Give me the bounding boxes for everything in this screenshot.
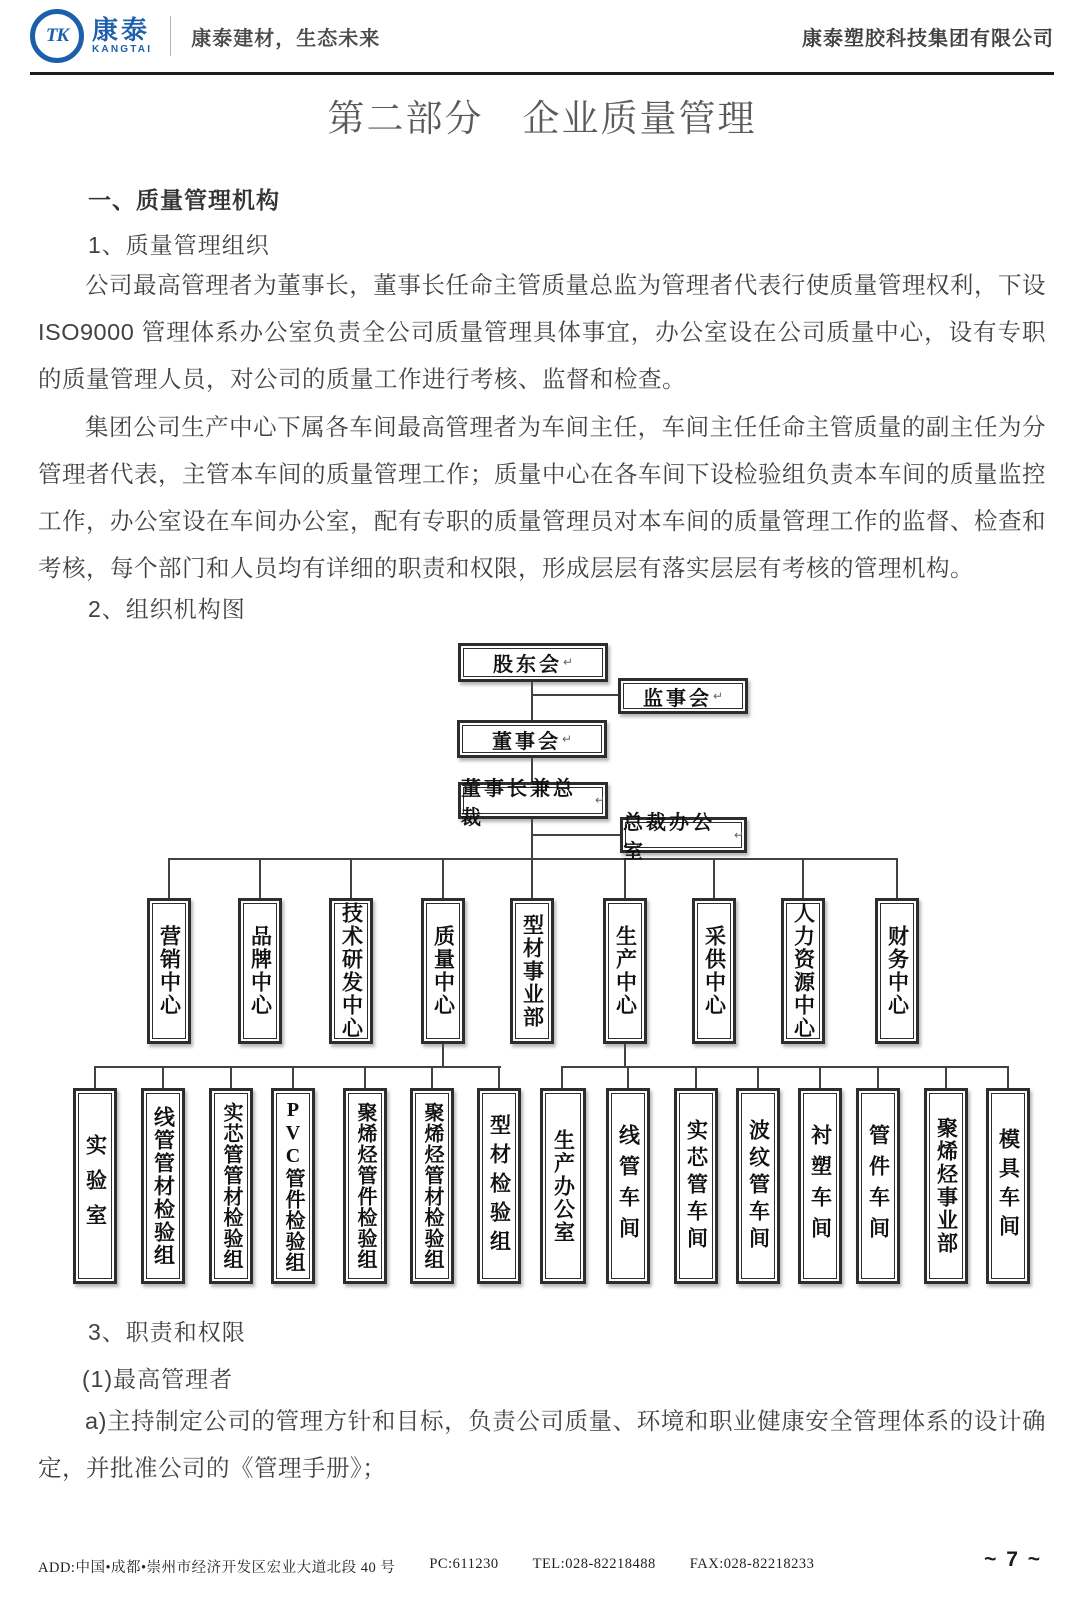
connector-line bbox=[896, 858, 898, 898]
subheading-duties: 3、职责和权限 bbox=[88, 1319, 246, 1345]
org-node-label: 波纹管车间 bbox=[746, 1118, 771, 1254]
org-node-label: 聚烯烃管件检验组 bbox=[354, 1102, 376, 1270]
subheading-top-management: (1)最高管理者 bbox=[82, 1366, 234, 1392]
logo-divider bbox=[170, 16, 171, 56]
org-node-label: 衬塑车间 bbox=[808, 1124, 833, 1248]
org-node-label: 股东会 bbox=[492, 654, 562, 676]
connector-line bbox=[431, 1066, 433, 1088]
connector-line bbox=[561, 1066, 563, 1088]
return-mark: ↵ bbox=[562, 655, 574, 669]
org-node-label: 董事会 bbox=[491, 730, 561, 753]
org-node-polyolefin-fitting-inspection bbox=[343, 1088, 387, 1284]
org-node-production-office bbox=[540, 1088, 586, 1284]
logo-name-cn: 康泰 bbox=[92, 15, 151, 45]
paragraph-1: 公司最高管理者为董事长，董事长任命主管质量总监为管理者代表行使质量管理权利，下设 ISO9000 管理体系办公室负责全公司质量管理具体事宜，办公室设在公司质量中心，设有专职的质量管理人员，对公司的质量工作进行考核、监督和检查。 bbox=[38, 272, 1046, 392]
footer-postcode: PC:611230 bbox=[429, 1556, 499, 1572]
connector-line bbox=[757, 1066, 759, 1088]
logo-tk-monogram: TK bbox=[45, 25, 69, 46]
paragraph-3: a)主持制定公司的管理方针和目标，负责公司质量、环境和职业健康安全管理体系的设计确定，并批准公司的《管理手册》； bbox=[38, 1408, 1046, 1481]
connector-line bbox=[498, 1066, 500, 1088]
org-node-label: 实芯管管材检验组 bbox=[220, 1102, 242, 1270]
connector-line bbox=[531, 682, 533, 720]
org-node-label: 型材检验组 bbox=[487, 1113, 512, 1259]
logo-circle-icon bbox=[30, 9, 84, 63]
org-node-finance-center bbox=[875, 898, 919, 1044]
org-node-label: 董事长兼总裁 bbox=[461, 777, 576, 829]
connector-line bbox=[1007, 1066, 1009, 1088]
org-node-marketing-center bbox=[147, 898, 191, 1044]
org-node-conduit-pipe-inspection bbox=[141, 1088, 185, 1284]
org-node-label: 聚烯烃管材检验组 bbox=[421, 1102, 443, 1270]
return-mark: ↵ bbox=[561, 731, 573, 746]
org-node-polyolefin-division bbox=[924, 1088, 968, 1284]
org-node-label: 品牌中心 bbox=[248, 925, 273, 1017]
logo-name-en: KANGTAI bbox=[92, 44, 153, 55]
heading-quality-org: 一、质量管理机构 bbox=[88, 187, 280, 213]
org-node-quality-center bbox=[421, 898, 465, 1044]
connector-line bbox=[624, 858, 626, 898]
connector-line bbox=[695, 1066, 697, 1088]
org-node-procurement-center bbox=[692, 898, 736, 1044]
org-node-label: 线管车间 bbox=[616, 1124, 641, 1248]
org-node-label: 生产中心 bbox=[613, 925, 638, 1017]
logo-tagline: 康泰建材，生态未来 bbox=[191, 27, 381, 50]
org-node-label: 财务中心 bbox=[885, 925, 910, 1017]
org-node-solidcore-workshop bbox=[674, 1088, 718, 1284]
org-node-label: 生产办公室 bbox=[551, 1128, 576, 1244]
org-node-profile-inspection bbox=[477, 1088, 521, 1284]
company-name: 康泰塑胶科技集团有限公司 bbox=[802, 27, 1054, 50]
connector-line bbox=[168, 858, 170, 898]
page-title: 第二部分 企业质量管理 bbox=[327, 98, 757, 139]
org-node-label: 管件车间 bbox=[866, 1124, 891, 1248]
org-node-brand-center bbox=[238, 898, 282, 1044]
subheading-org-chart: 2、组织机构图 bbox=[88, 596, 246, 622]
org-node-label: 监事会 bbox=[642, 687, 712, 710]
page-number: ~ 7 ~ bbox=[984, 1548, 1042, 1571]
org-node-rnd-center bbox=[329, 898, 373, 1044]
connector-line bbox=[531, 694, 618, 696]
org-node-label: 模具车间 bbox=[996, 1128, 1021, 1244]
connector-line bbox=[292, 1066, 294, 1088]
org-node-label: 实芯管车间 bbox=[684, 1118, 709, 1254]
org-node-supervisory-board bbox=[618, 678, 748, 714]
footer-fax: FAX:028-82218233 bbox=[689, 1556, 815, 1572]
connector-line bbox=[531, 834, 620, 836]
org-node-lined-plastic-workshop bbox=[798, 1088, 842, 1284]
return-mark: ↵ bbox=[594, 793, 605, 807]
org-node-board-of-directors bbox=[457, 720, 607, 758]
connector-line bbox=[819, 1066, 821, 1088]
org-node-pvc-fitting-inspection bbox=[271, 1088, 315, 1284]
subheading-quality-mgmt-org: 1、质量管理组织 bbox=[88, 232, 270, 258]
connector-line bbox=[531, 858, 533, 898]
org-node-label: 型材事业部 bbox=[520, 913, 545, 1029]
connector-line bbox=[168, 858, 898, 860]
logo-names bbox=[92, 17, 152, 55]
connector-line bbox=[350, 858, 352, 898]
connector-line bbox=[94, 1066, 501, 1068]
connector-line bbox=[230, 1066, 232, 1088]
org-node-fitting-workshop bbox=[856, 1088, 900, 1284]
company-logo bbox=[30, 9, 380, 63]
return-mark: ↵ bbox=[733, 827, 744, 842]
org-node-shareholders bbox=[458, 643, 608, 682]
page-footer bbox=[38, 1556, 814, 1577]
org-node-production-center bbox=[603, 898, 647, 1044]
page-header bbox=[30, 0, 1054, 75]
connector-line bbox=[162, 1066, 164, 1088]
org-node-label: 人力资源中心 bbox=[791, 902, 816, 1040]
connector-line bbox=[442, 858, 444, 898]
connector-line bbox=[442, 1044, 444, 1066]
org-node-label: 实验室 bbox=[83, 1133, 108, 1239]
org-node-label: 质量中心 bbox=[431, 925, 456, 1017]
connector-line bbox=[877, 1066, 879, 1088]
connector-line bbox=[713, 858, 715, 898]
org-node-label: 线管管材检验组 bbox=[151, 1105, 176, 1267]
return-mark: ↵ bbox=[712, 688, 724, 703]
org-node-president-office bbox=[620, 812, 747, 863]
org-node-label: 技术研发中心 bbox=[339, 902, 364, 1040]
org-node-laboratory bbox=[73, 1088, 117, 1284]
org-node-mold-workshop bbox=[986, 1088, 1030, 1284]
org-node-chairman-ceo bbox=[458, 777, 608, 829]
connector-line bbox=[94, 1066, 96, 1088]
org-node-polyolefin-pipe-inspection bbox=[410, 1088, 454, 1284]
footer-telephone: TEL:028-82218488 bbox=[532, 1556, 656, 1572]
connector-line bbox=[802, 858, 804, 898]
connector-line bbox=[364, 1066, 366, 1088]
footer-address: ADD:中国•成都•崇州市经济开发区宏业大道北段 40 号 bbox=[38, 1560, 396, 1576]
connector-line bbox=[945, 1066, 947, 1088]
org-node-label: PVC管件检验组 bbox=[282, 1099, 304, 1273]
org-node-label: 总裁办公室 bbox=[623, 812, 715, 863]
org-node-hr-center bbox=[781, 898, 825, 1044]
connector-line bbox=[627, 1066, 629, 1088]
paragraph-2: 集团公司生产中心下属各车间最高管理者为车间主任，车间主任任命主管质量的副主任为分管理者代表，主管本车间的质量管理工作；质量中心在各车间下设检验组负责本车间的质量监控工作，办公室设在车间办公室，配有专职的质量管理员对本车间的质量管理工作的监督、检查和考核，每个部门和人员均有详细的职责和权限，形成层层有落实层层有考核的管理机构。 bbox=[38, 414, 1046, 581]
org-node-solidcore-pipe-inspection bbox=[209, 1088, 253, 1284]
org-node-conduit-workshop bbox=[606, 1088, 650, 1284]
org-node-label: 聚烯烃事业部 bbox=[934, 1117, 959, 1255]
connector-line bbox=[624, 1044, 626, 1066]
org-node-profile-division bbox=[510, 898, 554, 1044]
org-node-label: 营销中心 bbox=[157, 925, 182, 1017]
org-node-corrugated-workshop bbox=[736, 1088, 780, 1284]
org-node-label: 采供中心 bbox=[702, 925, 727, 1017]
connector-line bbox=[259, 858, 261, 898]
